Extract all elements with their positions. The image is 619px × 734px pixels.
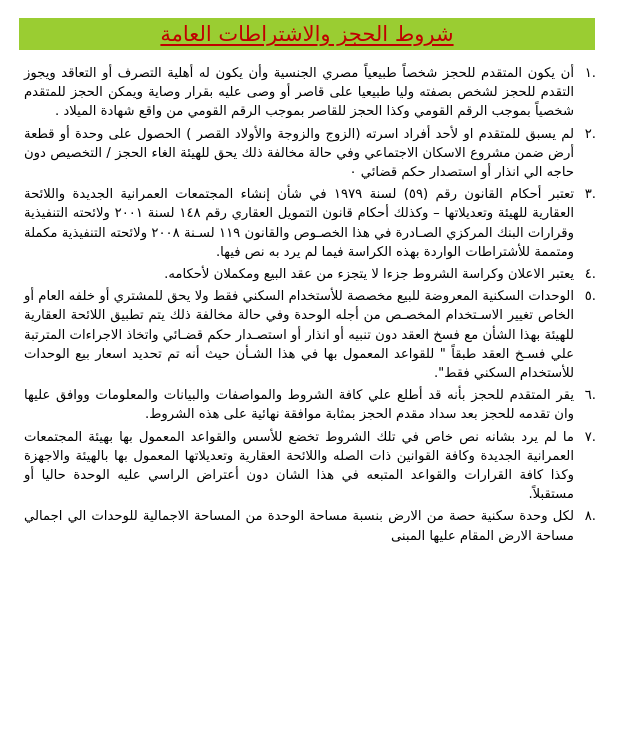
- clause-number: ٤.: [584, 267, 596, 283]
- clause-text: أن يكون المتقدم للحجز شخصاً طبيعياً مصري الجنسية وأن يكون له أهلية التصرف أو التعاقد ويجوز التقدم للحجز لشخص بصفته وليا طبيعيا على قاصر أو وصى عليه بقرار وصاية ويمكن الحجز للمتقدم شخصياً بموجب الرقم القومي وكذا الحجز للقاصر بموجب الرقم القومي من واقع شهادة الميلاد .: [24, 66, 574, 120]
- clause-number: ٧.: [584, 429, 596, 445]
- clause-text: يعتبر الاعلان وكراسة الشروط جزءا لا يتجزء من عقد البيع ومكملان لأحكامه.: [164, 267, 574, 283]
- clause-number: ٨.: [584, 509, 596, 525]
- clause-number: ٥.: [584, 289, 596, 305]
- list-item: [24, 185, 596, 262]
- title-banner: [19, 18, 595, 50]
- list-item: [24, 428, 596, 505]
- clause-text: يقر المتقدم للحجز بأنه قد أطلع علي كافة الشروط والمواصفات والبيانات والمعلومات ووافق عليها وان تقدمه للحجز بعد سداد مقدم الحجز بمثابة موافقة نهائية على هذه الشروط.: [24, 388, 574, 423]
- clause-number: ٦.: [584, 388, 596, 404]
- list-item: [24, 287, 596, 383]
- terms-list: [24, 64, 596, 549]
- clause-text: ما لم يرد بشانه نص خاص في تلك الشروط تخضع للأسس والقواعد المعمول بها بهيئة المجتمعات العمرانية الجديدة وكافة القوانين ذات الصله واللائحة العقارية وتعديلاتها المعمول بها بالهيئة والاجهزة وكذا كافة القرارات والقواعد المتبعه في هذا الشان دون أعتراض الراسي عليه الوحدة حاليا أو مستقبلاً.: [24, 429, 574, 503]
- list-item: [24, 386, 596, 424]
- list-item: [24, 265, 596, 284]
- clause-number: ١.: [584, 66, 596, 81]
- list-item: [24, 64, 596, 122]
- clause-number: ٣.: [584, 187, 596, 203]
- clause-text: لكل وحدة سكنية حصة من الارض بنسبة مساحة الوحدة من المساحة الاجمالية للوحدات الي اجمالي مساحة الارض المقام عليها المبنى: [24, 509, 574, 544]
- list-item: [24, 125, 596, 183]
- list-item: [24, 507, 596, 545]
- clause-text: لم يسبق للمتقدم او لأحد أفراد اسرته (الزوج والزوجة والأولاد القصر ) الحصول على وحدة أو قطعة أرض ضمن مشروع الاسكان الاجتماعي وفي حالة مخالفة ذلك يحق للهيئة الغاء الحجز / التخصيص دون حاجه الي انذار أو استصدار حكم قضائي ٠: [24, 126, 574, 181]
- clause-text: تعتبر أحكام القانون رقم (٥٩) لسنة ١٩٧٩ في شأن إنشاء المجتمعات العمرانية الجديدة واللائحة العقارية للهيئة وتعديلاتها – وكذلك أحكام قانون التمويل العقاري رقم ١٤٨ لسنة ٢٠٠١ ولائحته التنفيذية وقرارات البنك المركزي الصـادرة في هذا الخصـوص والقانون ١١٩ لسـنة ٢٠٠٨ ولائحته التنفيذية مكملة ومتممة للأشتراطات الواردة بهذه الكراسة فيما لم يرد به نص فيها.: [24, 187, 574, 260]
- clause-number: ٢.: [584, 126, 596, 142]
- page-title: شروط الحجز والاشتراطات العامة: [160, 22, 454, 46]
- clause-text: الوحدات السكنية المعروضة للبيع مخصصة للأستخدام السكني فقط ولا يحق للمشتري أو خلفه العام أو الخاص تغيير الاسـتخدام المخصـص من أجله الوحدة وفي حالة مخالفة ذلك يتم تطبيق اللائحة العقارية للهيئة بهذا الشأن مع فسخ العقد دون تنبيه أو انذار أو استصـدار حكم قضـائي واتخاذ الاجراءات المترتبة علي فسـخ العقد طبقاً " للقواعد المعمول بها في هذا الشـأن حيث أنه تم تحديد اسعار بيع الوحدات للأستخدام السكني فقط".: [24, 289, 574, 382]
